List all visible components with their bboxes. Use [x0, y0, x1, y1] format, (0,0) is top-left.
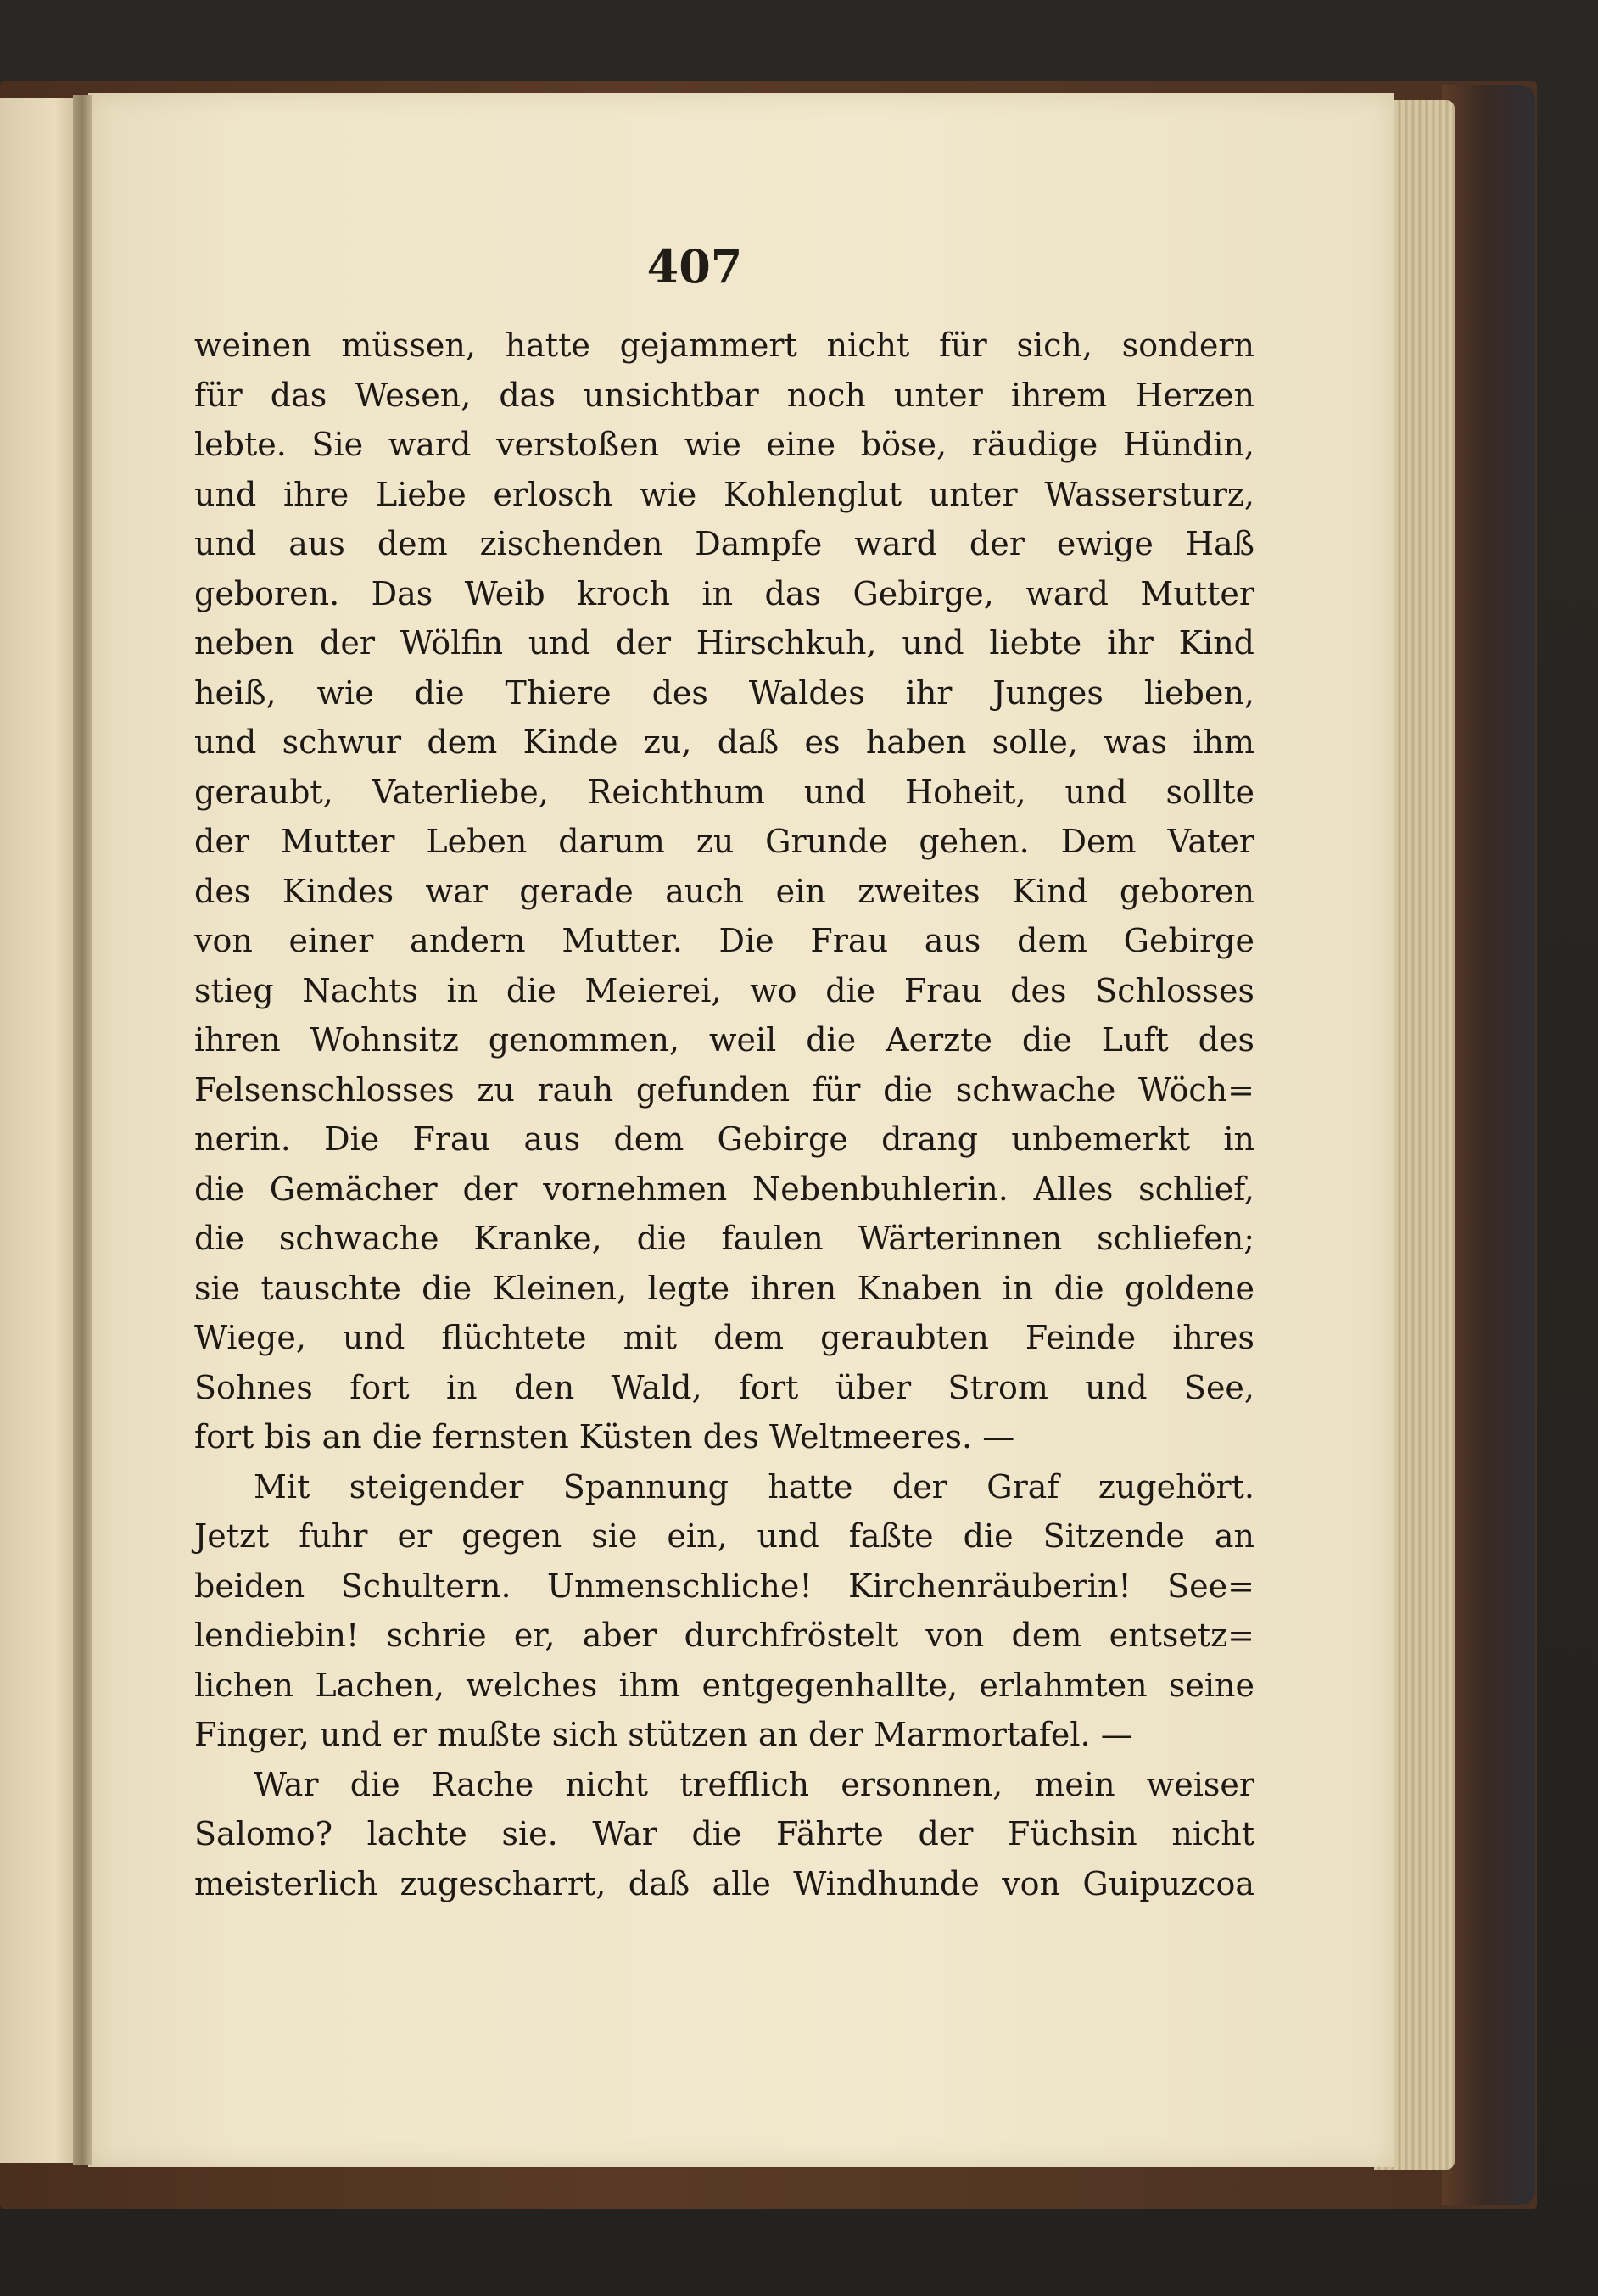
text-line: von einer andern Mutter. Die Frau aus dem Gebirge [194, 922, 1254, 959]
text-line: meisterlich zugescharrt, daß alle Windhunde von Guipuzcoa [194, 1864, 1254, 1902]
text-line: heiß, wie die Thiere des Waldes ihr Junges lieben, [194, 673, 1254, 712]
text-line: beiden Schultern. Unmenschliche! Kirchenräuberin! See= [194, 1567, 1254, 1605]
text-line: und ihre Liebe erlosch wie Kohlenglut unter Wassersturz, [194, 475, 1254, 513]
text-line: Sohnes fort in den Wald, fort über Strom und See, [194, 1368, 1254, 1406]
text-line: Felsenschlosses zu rauh gefunden für die schwache Wöch= [194, 1070, 1254, 1109]
text-line: der Mutter Leben darum zu Grunde gehen. Dem Vater [194, 823, 1254, 860]
book-cover-right-edge [1442, 85, 1535, 2205]
text-line: War die Rache nicht trefflich ersonnen, mein weiser [254, 1765, 1254, 1803]
text-line: und aus dem zischenden Dampfe ward der ewige Haß [194, 525, 1254, 562]
page-text [194, 321, 1254, 1908]
text-line: Jetzt fuhr er gegen sie ein, und faßte die Sitzende an [194, 1517, 1254, 1555]
text-line: lichen Lachen, welches ihm entgegenhallte, erlahmten seine [194, 1666, 1254, 1704]
text-line: lebte. Sie ward verstoßen wie eine böse, räudige Hündin, [194, 426, 1254, 463]
book-page [88, 93, 1394, 2167]
text-line: Mit steigender Spannung hatte der Graf zugehört. [254, 1467, 1254, 1506]
text-line: geraubt, Vaterliebe, Reichthum und Hoheit, und sollte [194, 773, 1254, 811]
text-line: für das Wesen, das unsichtbar noch unter ihrem Herzen [194, 376, 1254, 414]
text-line: Wiege, und flüchtete mit dem geraubten Feinde ihres [194, 1319, 1254, 1356]
text-line: nerin. Die Frau aus dem Gebirge drang unbemerkt in [194, 1120, 1254, 1158]
text-line: und schwur dem Kinde zu, daß es haben solle, was ihm [194, 723, 1254, 761]
text-line: neben der Wölfin und der Hirschkuh, und liebte ihr Kind [194, 624, 1254, 662]
text-line: lendiebin! schrie er, aber durchfröstelt von dem entsetz= [194, 1617, 1254, 1654]
text-line: Salomo? lachte sie. War die Fährte der Füchsin nicht [194, 1815, 1254, 1852]
text-line: Finger, und er mußte sich stützen an der Marmortafel. — [194, 1716, 1133, 1753]
text-line: die Gemächer der vornehmen Nebenbuhlerin. Alles schlief, [194, 1170, 1254, 1208]
text-line: fort bis an die fernsten Küsten des Weltmeeres. — [194, 1418, 1015, 1455]
page-number: 407 [646, 239, 743, 293]
text-line: ihren Wohnsitz genommen, weil die Aerzte die Luft des [194, 1021, 1254, 1059]
left-page-edge [0, 98, 78, 2163]
text-line: stieg Nachts in die Meierei, wo die Frau des Schlosses [194, 971, 1254, 1009]
book-gutter [73, 95, 92, 2165]
text-line: die schwache Kranke, die faulen Wärterinnen schliefen; [194, 1220, 1254, 1257]
text-line: sie tauschte die Kleinen, legte ihren Knaben in die goldene [194, 1269, 1254, 1307]
text-line: weinen müssen, hatte gejammert nicht für sich, sondern [194, 327, 1254, 364]
text-line: des Kindes war gerade auch ein zweites Kind geboren [194, 872, 1254, 910]
text-line: geboren. Das Weib kroch in das Gebirge, ward Mutter [194, 574, 1254, 612]
